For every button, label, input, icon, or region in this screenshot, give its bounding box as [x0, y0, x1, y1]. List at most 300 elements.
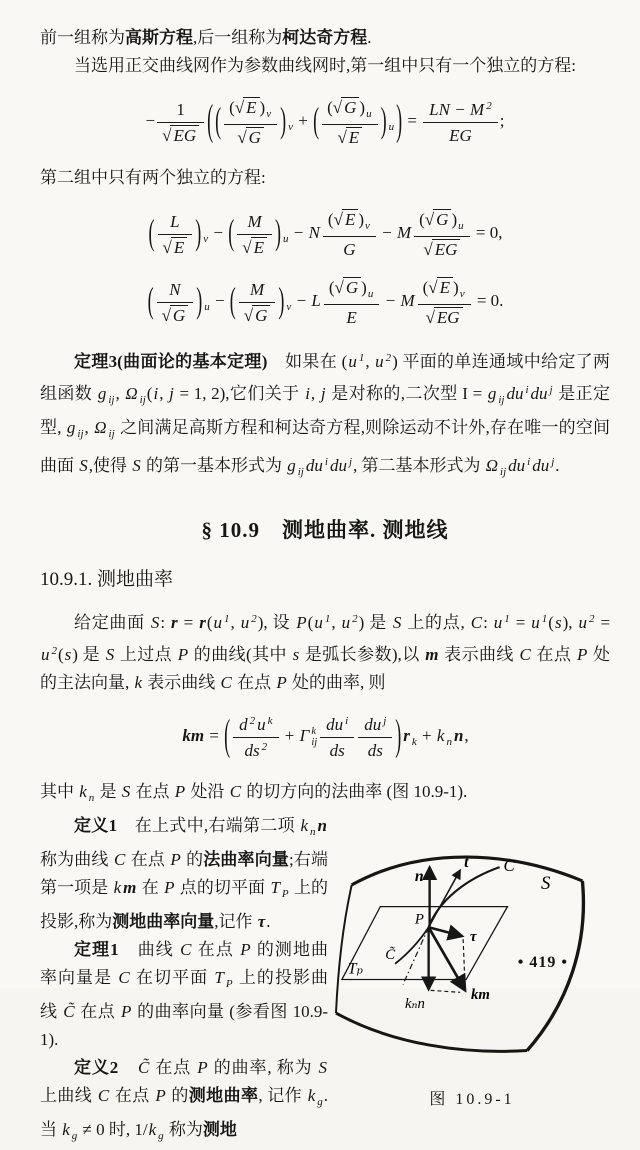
page-number: • 419 • — [517, 954, 568, 971]
math-token: du — [530, 384, 548, 403]
math-token: 点的切平面 — [175, 877, 270, 897]
math-token: v — [459, 288, 465, 300]
math-token: d — [239, 715, 248, 734]
math-token: ,后一组称为 — [193, 28, 283, 47]
math-token: ) — [259, 98, 266, 117]
math-token: E — [246, 98, 257, 117]
math-token: ij — [139, 394, 146, 406]
math-token: u — [578, 613, 587, 632]
math-token: G — [248, 127, 261, 147]
math-token: ) — [280, 100, 287, 141]
math-token: T — [214, 967, 224, 987]
math-token — [418, 276, 471, 305]
math-token: , — [115, 384, 125, 403]
math-token — [358, 713, 392, 762]
math-token — [324, 276, 379, 305]
math-token: C̃ — [63, 1001, 75, 1021]
math-token — [170, 125, 199, 145]
dashed-completion-right — [463, 939, 465, 987]
math-token: ( — [328, 278, 335, 297]
math-token: , — [84, 418, 94, 437]
math-token: √ — [162, 126, 171, 145]
math-token — [337, 127, 362, 147]
math-token: ij — [498, 394, 505, 406]
math-token: 称为 — [164, 1119, 203, 1139]
math-token: √ — [237, 127, 246, 147]
math-token: − — [377, 222, 396, 242]
math-token: S — [318, 1057, 328, 1077]
math-token: ( — [313, 100, 320, 141]
math-token: ) 平面的单连通域中给定了两组函数 — [40, 352, 610, 403]
math-token: du — [508, 456, 526, 475]
math-token: P — [164, 877, 175, 897]
math-token: ( — [422, 278, 429, 297]
math-token: E — [439, 278, 451, 297]
math-token: P — [225, 977, 233, 990]
math-token: + — [417, 726, 436, 746]
math-token — [335, 277, 362, 297]
math-token: i — [527, 456, 531, 468]
math-token: 在点 — [232, 673, 276, 692]
math-token: r — [171, 613, 178, 632]
math-token: du — [329, 456, 347, 475]
math-token — [162, 125, 199, 145]
math-token: 曲线 — [118, 939, 180, 959]
math-token: 是弧长参数),以 — [300, 645, 425, 664]
math-token: G — [172, 306, 186, 325]
math-token: i — [324, 456, 328, 468]
math-token — [239, 278, 276, 327]
math-token: Ω — [125, 384, 138, 403]
math-token: √ — [162, 238, 171, 257]
math-token: 上的投影,称为 — [40, 877, 329, 931]
math-token: 定理3(曲面论的基本定理) — [74, 352, 268, 371]
surface-left-edge — [336, 884, 352, 1012]
math-token: 如果在 ( — [267, 352, 348, 371]
math-token: , — [464, 726, 469, 746]
math-token: : — [483, 613, 493, 632]
math-token — [414, 208, 469, 237]
math-token: 1 — [358, 352, 365, 364]
math-token: S — [79, 456, 88, 475]
math-token — [243, 97, 259, 117]
math-token: √ — [425, 307, 434, 327]
math-token: k — [300, 815, 309, 835]
math-token: = — [595, 613, 611, 632]
math-token: 在点 — [192, 939, 240, 959]
math-token: k — [148, 1119, 157, 1139]
math-token: P — [240, 939, 251, 959]
math-token — [157, 123, 204, 146]
math-token: ;右端第一项是 — [40, 849, 328, 897]
math-token: ( — [307, 613, 314, 632]
math-token — [322, 96, 377, 148]
math-token: EG — [173, 126, 197, 145]
math-token: 的切方向的法曲率 (图 10.9-1). — [242, 781, 468, 801]
math-token: + — [294, 110, 313, 130]
math-token: 处的主法向量, — [40, 645, 611, 692]
math-token: 的测地曲率向量是 — [40, 939, 329, 987]
label-C: C — [503, 855, 515, 875]
math-token: = 0, — [471, 222, 503, 242]
math-token: C — [229, 781, 242, 801]
math-token: EG — [436, 307, 460, 327]
math-token: u — [341, 613, 351, 632]
math-token: 法曲率向量 — [203, 849, 289, 869]
math-token — [320, 713, 354, 738]
math-token: u — [375, 352, 384, 371]
math-token: u — [257, 715, 266, 734]
text-figure-region — [40, 812, 610, 1150]
math-token: C̃ — [137, 1057, 150, 1077]
math-token: m — [123, 877, 137, 897]
math-token: k — [79, 781, 87, 801]
math-token: 在点 — [75, 1001, 120, 1021]
math-token — [414, 208, 469, 260]
math-token: S — [392, 613, 402, 632]
figure-10-9-1 — [334, 822, 610, 1109]
math-token: i — [345, 715, 349, 727]
math-token: = 1, 2),它们关于 — [174, 384, 305, 403]
math-token — [324, 276, 379, 328]
math-token: L — [170, 211, 180, 231]
math-token: 上的投影曲线 — [40, 967, 329, 1021]
math-token: P — [170, 849, 181, 869]
math-token: M — [470, 99, 485, 119]
math-token: ij — [500, 466, 507, 478]
math-token — [157, 303, 194, 326]
label-t: t — [464, 853, 469, 871]
subsection-heading: 10.9.1. 测地曲率 — [40, 569, 174, 590]
label-P: P — [414, 910, 424, 927]
math-token: − — [210, 290, 229, 310]
section-heading: § 10.9 测地曲率. 测地线 — [201, 518, 449, 542]
math-token: u — [367, 288, 374, 300]
math-token — [310, 726, 318, 749]
tangent-plane — [342, 906, 508, 979]
math-token: G — [345, 278, 359, 297]
math-token: u — [314, 613, 323, 632]
curve-C — [429, 867, 500, 927]
math-token: s — [292, 645, 300, 664]
math-token: 在点 — [150, 1057, 197, 1077]
math-token: L — [311, 290, 321, 310]
math-token: ij — [297, 466, 304, 478]
math-token: √ — [242, 238, 251, 257]
math-token: = — [510, 613, 531, 632]
math-token: − — [289, 222, 308, 242]
math-token: u — [213, 613, 222, 632]
math-token: j — [348, 456, 352, 468]
math-token: ij — [77, 428, 84, 440]
math-token: Ω — [94, 418, 107, 437]
math-token: Γ — [299, 726, 310, 746]
math-token: ds — [244, 741, 260, 761]
math-token — [157, 98, 204, 147]
math-token: 给定曲面 — [74, 613, 150, 632]
math-token — [158, 210, 193, 259]
math-token: = — [178, 613, 199, 632]
math-token — [320, 713, 354, 762]
math-token: 1 — [541, 613, 548, 625]
math-token: Ω — [485, 456, 499, 475]
math-token: u — [458, 220, 464, 232]
math-token: 在点 — [126, 849, 170, 869]
math-token: k — [411, 736, 417, 749]
math-token: u — [204, 300, 210, 313]
math-token: C — [113, 849, 126, 869]
math-token: , 记作 — [258, 1085, 307, 1105]
math-token — [157, 98, 204, 123]
label-km: km — [471, 986, 490, 1003]
label-TP: Tₚ — [347, 960, 363, 978]
math-token — [418, 276, 471, 328]
math-token: S — [150, 613, 160, 632]
math-token: ( — [229, 98, 235, 117]
math-token: 上的点, — [402, 613, 470, 632]
math-token: u — [531, 613, 540, 632]
math-token: k — [62, 1119, 70, 1139]
math-token: 测地曲率 — [188, 1085, 259, 1105]
math-token — [358, 713, 392, 738]
math-token: √ — [333, 210, 342, 229]
math-token — [341, 97, 359, 117]
math-token: ) — [380, 100, 387, 141]
geodesic-curvature-diagram — [334, 822, 610, 1072]
math-token: 测地 — [202, 1119, 237, 1139]
math-token: 在点 — [131, 781, 174, 801]
math-token: − — [145, 110, 156, 130]
math-token: − — [209, 222, 228, 242]
math-token: = — [403, 110, 422, 130]
math-token: 1 — [504, 613, 510, 625]
math-token: ( — [58, 645, 64, 664]
math-token: du — [506, 384, 524, 403]
math-token — [171, 237, 187, 257]
math-token: ) — [453, 278, 459, 297]
math-token — [158, 210, 193, 235]
dashed-completion-bottom — [431, 990, 461, 992]
math-token: km — [182, 726, 205, 746]
math-token: C — [97, 1085, 110, 1105]
math-token: ) — [395, 711, 402, 760]
math-token: ) — [278, 280, 285, 321]
math-token — [414, 237, 469, 260]
math-token: u — [366, 108, 372, 120]
label-kn-n: kₙn — [404, 995, 425, 1012]
math-token — [323, 237, 376, 260]
math-token: + — [280, 726, 299, 746]
math-token — [343, 277, 361, 297]
math-token: g — [71, 1129, 78, 1142]
math-token — [239, 303, 276, 326]
math-token — [224, 96, 277, 125]
math-token — [320, 738, 354, 761]
math-token — [237, 210, 272, 235]
math-token: √ — [234, 98, 244, 117]
math-token: 的曲率向量 (参看图 10.9-1). — [40, 1001, 329, 1049]
math-token — [233, 738, 278, 761]
math-token: ) — [451, 210, 458, 229]
tangent-extension-line — [403, 927, 429, 984]
math-token: ≠ 0 时, 1/ — [78, 1119, 148, 1139]
math-token: 上曲线 — [40, 1085, 97, 1105]
math-token: g — [97, 384, 107, 403]
math-token: √ — [424, 210, 434, 229]
math-token: C — [470, 613, 483, 632]
math-token: 高斯方程 — [125, 28, 193, 47]
math-token: s — [554, 613, 562, 632]
math-token — [322, 125, 377, 148]
math-token: g — [158, 1129, 164, 1142]
math-token: P — [177, 645, 189, 664]
math-token: 测地曲率向量 — [112, 911, 215, 931]
math-token: C — [180, 939, 192, 959]
math-token: j — [549, 384, 553, 396]
math-token — [423, 98, 498, 123]
math-token: S — [121, 781, 131, 801]
math-token: du — [532, 456, 550, 475]
math-token: n — [310, 825, 316, 838]
math-token — [425, 209, 452, 229]
math-token: P — [576, 645, 588, 664]
math-token: √ — [161, 306, 170, 325]
paragraph-normal-curvature — [40, 778, 610, 812]
math-token — [158, 235, 193, 258]
math-token: LN — [429, 99, 450, 119]
math-token: 第二组中只有两个独立的方程: — [40, 168, 266, 187]
math-token — [418, 305, 471, 328]
math-token: 的曲线(其中 — [189, 645, 292, 664]
math-token: P — [121, 1001, 132, 1021]
math-token: v — [266, 108, 272, 120]
math-token: − — [450, 99, 470, 119]
math-token: √ — [428, 278, 437, 297]
math-token: g — [487, 384, 497, 403]
math-token: v — [288, 120, 293, 133]
equation-codazzi-1 — [40, 208, 610, 260]
math-token: 称为曲线 — [40, 849, 113, 869]
math-token: 在上式中,右端第二项 — [117, 815, 300, 835]
math-token — [423, 123, 498, 146]
math-token: , — [331, 613, 341, 632]
math-token — [426, 307, 463, 327]
math-token: √ — [332, 98, 342, 117]
math-token: ) 是 — [358, 613, 392, 632]
math-token: G — [255, 306, 268, 325]
math-token: du — [364, 715, 382, 734]
math-token: , — [310, 384, 320, 403]
math-token: √ — [423, 239, 432, 259]
math-token: ( — [419, 210, 425, 229]
label-n: n — [414, 867, 424, 885]
math-token: = — [205, 726, 224, 746]
math-token: ij — [311, 737, 318, 749]
math-token: P — [197, 1057, 208, 1077]
math-token — [334, 209, 359, 229]
math-token: g — [287, 456, 296, 475]
math-token: C — [519, 645, 531, 664]
math-token — [237, 235, 272, 258]
math-token: r — [199, 613, 206, 632]
math-token: ; — [499, 110, 505, 130]
label-tau: τ — [470, 928, 477, 945]
math-token: 2 — [249, 715, 256, 727]
math-token — [157, 278, 194, 303]
math-token: C — [220, 673, 232, 692]
math-token: u — [493, 613, 503, 632]
math-token: ds — [329, 741, 345, 761]
math-token: . 当 — [40, 1085, 329, 1139]
math-token — [235, 97, 260, 117]
math-token: 是正定型, — [40, 384, 611, 437]
math-token — [239, 278, 276, 303]
math-token: ( — [146, 384, 153, 403]
math-token: k — [436, 726, 445, 746]
math-token — [246, 127, 264, 147]
math-token: , 第二基本形式为 — [353, 456, 485, 475]
math-token: T — [270, 877, 280, 897]
math-token — [333, 97, 360, 117]
math-token: ( — [228, 212, 235, 253]
math-token: 的 — [181, 849, 204, 869]
math-token: − — [381, 290, 400, 310]
math-token: i — [153, 384, 159, 403]
math-token: 2 — [352, 613, 358, 625]
math-token: 定理1 — [74, 939, 119, 959]
math-token: √ — [334, 278, 343, 297]
math-token — [423, 98, 498, 147]
math-token: P — [276, 673, 287, 692]
math-token — [252, 305, 270, 325]
math-token — [437, 277, 453, 297]
math-token — [423, 239, 460, 259]
math-token — [433, 209, 451, 229]
math-token: ) — [359, 98, 366, 117]
math-token: j — [551, 456, 555, 468]
math-token: G — [343, 239, 356, 259]
math-token: 当选用正交曲线网作为参数曲线网时,第一组中只有一个独立的方程: — [74, 56, 576, 75]
math-token: . — [367, 28, 372, 47]
math-token: τ — [257, 911, 266, 931]
math-token: M — [247, 211, 262, 231]
math-token: v — [286, 300, 292, 313]
math-token: √ — [243, 306, 253, 325]
math-token: 2 — [251, 613, 257, 625]
equation-km-decomposition — [40, 713, 610, 762]
math-token: 处沿 — [186, 781, 229, 801]
math-token: 表示曲线 — [439, 645, 519, 664]
math-token: ( — [229, 280, 236, 321]
math-token: v — [365, 220, 370, 232]
math-token — [162, 305, 189, 325]
math-token — [237, 127, 264, 147]
math-token: k — [307, 1085, 316, 1105]
curve-C-tilde — [395, 927, 429, 963]
math-token: i — [525, 384, 529, 396]
math-token: j — [320, 384, 326, 403]
math-token — [118, 1058, 137, 1077]
math-token: ij — [108, 394, 115, 406]
math-token: √ — [337, 127, 346, 147]
math-token: ) — [274, 212, 281, 253]
math-token: , — [159, 384, 169, 403]
math-token: ( — [148, 212, 155, 253]
math-token: : — [160, 613, 171, 632]
math-token: ( — [147, 280, 154, 321]
math-token — [342, 209, 358, 229]
math-token: 是 — [95, 781, 121, 801]
